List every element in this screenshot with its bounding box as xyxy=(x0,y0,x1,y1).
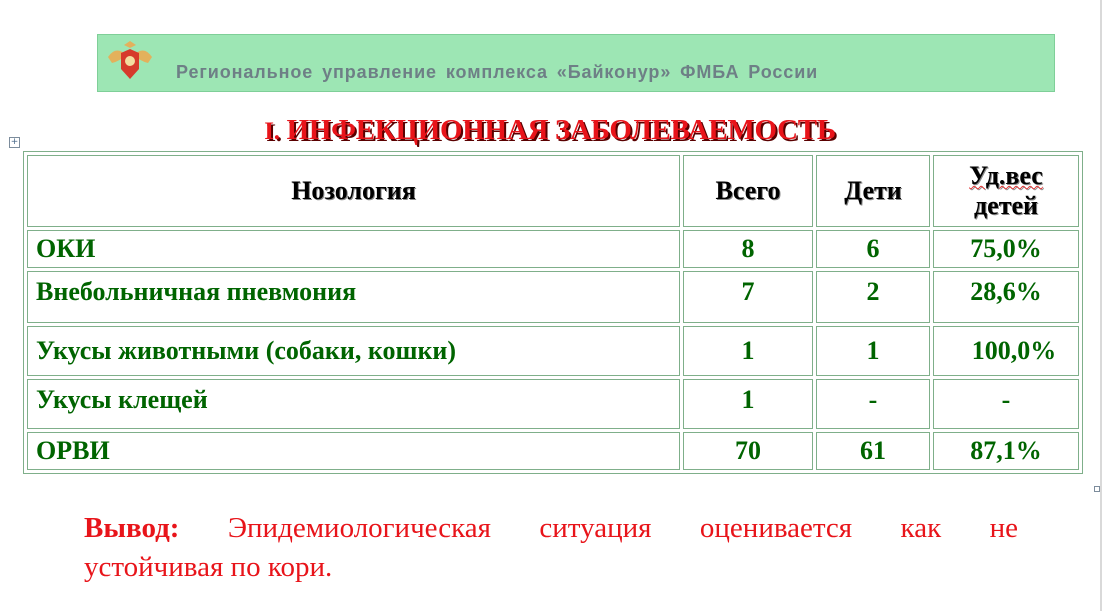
row-share: 28,6% xyxy=(933,271,1079,323)
page-title xyxy=(0,114,1100,147)
header-children: Дети xyxy=(816,155,930,227)
row-name: ОКИ xyxy=(27,230,680,268)
header-children-share xyxy=(933,155,1079,227)
row-name: Укусы животными (собаки, кошки) xyxy=(27,326,680,376)
title-roman-numeral: I. xyxy=(264,118,280,145)
table-move-handle-icon[interactable]: + xyxy=(10,137,19,147)
conclusion-line-1 xyxy=(84,509,1018,548)
header-total: Всего xyxy=(683,155,813,227)
header-share-line1: Уд.вес xyxy=(969,161,1043,190)
row-share: 75,0% xyxy=(933,230,1079,268)
row-children: 61 xyxy=(816,432,930,470)
row-total: 1 xyxy=(683,326,813,376)
row-children: 1 xyxy=(816,326,930,376)
title-text: ИНФЕКЦИОННАЯ ЗАБОЛЕВАЕМОСТЬ xyxy=(286,114,836,146)
infection-table xyxy=(23,151,1083,474)
header-nosology: Нозология xyxy=(27,155,680,227)
header-banner xyxy=(97,34,1055,92)
row-share: 87,1% xyxy=(933,432,1079,470)
row-share: 100,0% xyxy=(933,326,1079,376)
row-name: Внебольничная пневмония xyxy=(27,271,680,323)
row-share: - xyxy=(933,379,1079,429)
table-row xyxy=(27,379,1079,429)
row-total: 8 xyxy=(683,230,813,268)
header-share-line2: детей xyxy=(974,191,1038,220)
emblem-icon xyxy=(106,39,154,87)
table-resize-handle[interactable] xyxy=(1094,486,1100,492)
table-row xyxy=(27,326,1079,376)
banner-title: Региональное управление комплекса «Байконур» ФМБА России xyxy=(176,62,819,82)
conclusion-text-1: Эпидемиологическая ситуация оценивается как не xyxy=(227,512,1018,544)
table-row xyxy=(27,271,1079,323)
table-row xyxy=(27,432,1079,470)
row-name: ОРВИ xyxy=(27,432,680,470)
conclusion-line-2: устойчивая по кори. xyxy=(84,551,333,583)
slide-right-edge xyxy=(1100,0,1102,611)
row-children: 6 xyxy=(816,230,930,268)
table-header-row xyxy=(27,155,1079,227)
conclusion-label: Вывод: xyxy=(84,512,180,544)
row-total: 70 xyxy=(683,432,813,470)
row-children: 2 xyxy=(816,271,930,323)
row-total: 1 xyxy=(683,379,813,429)
row-children: - xyxy=(816,379,930,429)
conclusion xyxy=(84,509,1018,587)
row-name: Укусы клещей xyxy=(27,379,680,429)
table-row xyxy=(27,230,1079,268)
row-total: 7 xyxy=(683,271,813,323)
